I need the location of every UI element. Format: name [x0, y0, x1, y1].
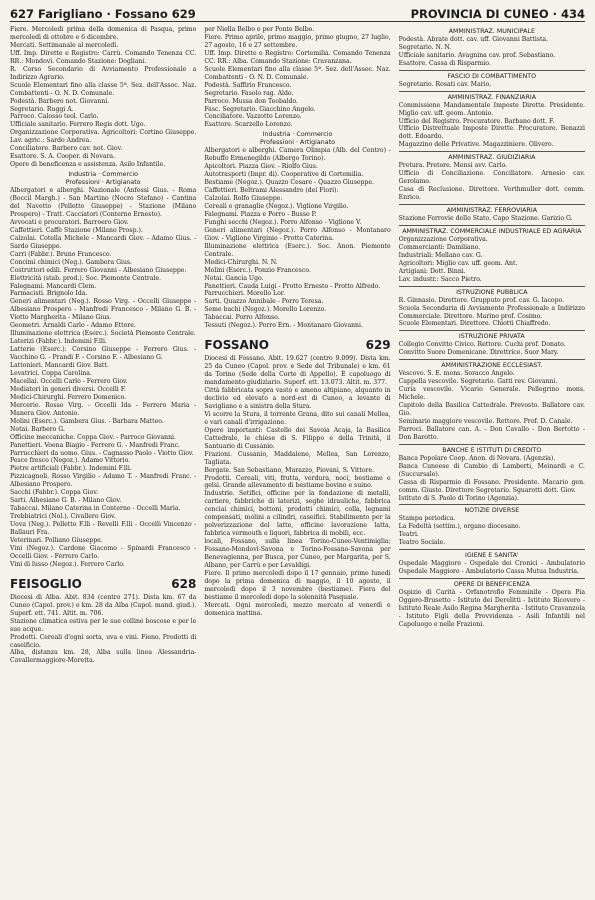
columns [10, 26, 585, 894]
entry: Ufficio di Conciliazione. Conciliatore. Arnesio cav. Gerolamo. [398, 170, 585, 186]
directory-entry: Parrucchieri. Morello Lor. [204, 290, 286, 298]
directory-entry: Generi alimentari (Neg.). Rosso Virg. - Occelli Giuseppe - Albesiano Prospero - Manfredi Francesco - Milano G. B. - Viotto Margherita - Milano Gius. [10, 298, 197, 322]
town-paragraph: Prodotti. Cereali, viti, frutta, verdura, noci, bestiame e gelsi. Grande allevamento di bestiame bovino e suino. [204, 474, 391, 490]
town-paragraph: Alba, distanza km. 28, Alba sulla linea Alessandria-Cavallermaggiore-Moretta. [10, 649, 197, 665]
directory-entry: Bestiame (Negoz.). Quazzo Cesare - Quazzo Giuseppe. [204, 179, 374, 187]
directory-entry: Seme bachi (Negoz.). Morello Lorenzo. [204, 306, 327, 314]
section-heading: AMMINISTRAZ. GIUDIZIARIA [448, 154, 536, 162]
directory-entry: Uova (Neg.). Pelletto F.lli - Revelli F.lli - Occelli Vincenzo - Ballauri Fra. [10, 521, 197, 537]
town-paragraph: Mercati. Ogni mercoledì, mezzo mercato al venerdì e domenica mattina. [204, 601, 391, 617]
directory-entry: Pietre artificiali (Fabbr.). Indemini F.lli. [10, 465, 132, 473]
section-heading: AMMINISTRAZ. FINANZIARIA [447, 93, 537, 101]
entry: Ufficio Distrettuale Imposte Dirette. Procuratore. Benazzi dott. Edoardo. [398, 125, 585, 141]
entry: Banca Cuneese di Cambio di Lamberti, Meinardi e C. (Succursale). [398, 462, 585, 478]
entry: Teatri. [398, 531, 419, 539]
town-paragraph: Stazione climatica estiva per le sue colline boscose e per le sue acque. [10, 617, 197, 633]
entry: Convitto Suore Domenicane. Direttrice. Suor Mary. [398, 349, 559, 357]
directory-entry: Falegnami. Piazza e Porro - Busso P. [204, 210, 317, 218]
entry: Parroco. Calosso teol. Carlo. [10, 113, 99, 121]
town-paragraph: Fiere. Il primo mercoledì dopo il 17 gennaio, primo lunedì dopo la prima domenica di maggio, il 10 agosto, il mercoledì dopo il 3 novembre (bestiame). Fiera del bestiame il mercoledì dopo la solennità Pasquale. [204, 569, 391, 601]
entry: Cassa di Risparmio di Fossano. Presidente. Macario gen. comm. Giusto. Direttore Segretario. Sguarotti dott. Giov. [398, 478, 585, 494]
header-right: PROVINCIA DI CUNEO · 434 [410, 7, 585, 21]
header-left: 627 Farigliano · Fossano 629 [10, 7, 196, 21]
column-1 [10, 26, 196, 894]
divider [399, 225, 585, 226]
town-name: FEISOGLIO [10, 576, 82, 591]
entry: Ufficio del Registro. Procuratore. Barbano dott. F. [398, 117, 555, 125]
directory-entry: Notai. Barbero G. [10, 425, 65, 433]
entry: Esattore. Scarzello Lorenzo. [204, 121, 293, 129]
entry: Seminario maggiore vescovile. Rettore. Prof. D. Canale. [398, 417, 573, 425]
entry: Opere di beneficenza e assistenza. Asilo Infantile. [10, 161, 166, 169]
directory-entry: Albergatori e alberghi. Nazionale (Anfossi Gius. - Roma (Boccil Margh.) - San Martino (Nocro Stefano) - Cantina del Navetto (Pelletto Giuseppe) - Stazione (Milano Prospero) - Tratt. Cacciatori (Conterno Ernesto). [10, 187, 197, 218]
directory-entry: Officine meccaniche. Coppa Giov. - Parroco Giovanni. [10, 433, 176, 441]
entry: R. Ginnasio. Direttore. Grupputo prof. cav. G. Iacopo. [398, 296, 565, 304]
entry: Artigiani: Dott. Binni. [398, 267, 466, 275]
directory-entry: Caffettieri. Caffè Stazione (Milano Prosp.). [10, 226, 143, 234]
directory-entry: Laterizi (Fabbr.). Indemini F.lli. [10, 338, 107, 346]
directory-entry: Veterinari. Polliano Giuseppe. [10, 537, 103, 544]
entry: Segretario. N. N. [398, 43, 452, 51]
divider [399, 504, 585, 505]
entry: Uff. Imp. Dirette e Registro: Carrù. Comando Tenenza CC. RR.: Mondovì. Comando Stazione: Dogliani. [10, 49, 197, 65]
section-heading: Industria · Commercio Professioni · Artigianato [65, 171, 141, 187]
section-heading: IGIENE E SANITA' [465, 552, 519, 560]
entry: Lav. industr.: Sacco Pietro. [398, 275, 482, 283]
directory-entry: Pesce fresco (Negoz.). Adamo Vittorio. [10, 457, 131, 465]
entry: Podestà. Abrate dott. cav. uff. Giovanni Battista. [398, 35, 549, 43]
directory-entry: Cereali e granaglie (Negoz.). Viglione Virgilio. [204, 202, 349, 210]
entry: Parroco. Mussa don Teobaldo. [204, 97, 299, 105]
directory-entry: Concimi chimici (Neg.). Gambera Gius. [10, 258, 133, 266]
entry: Casa di Reclusione. Direttore. Verthmuller dott. comm. Enrico. [398, 186, 585, 202]
directory-entry: Macellai. Occelli Carlo - Ferrero Giov. [10, 377, 128, 385]
directory-entry: Medici-Chirurghi. N. N. [204, 258, 278, 266]
entry: R. Corso Secondario di Avviamento Professionale a Indirizzo Agrario. [10, 65, 197, 81]
entry: Banca Popolare Coop. Anon. di Novara. (Agenzia). [398, 454, 556, 462]
entry: Scuole Elementari. Direttore. Chiotti Chiaffredo. [398, 320, 551, 328]
entry: Scuola Secondaria di Avviamento Professionale a Indirizzo Commerciale. Direttore. Marino prof. Cosimo. [398, 304, 585, 320]
entry: Esattore. Cassa di Risparmio. [398, 59, 491, 67]
directory-entry: Notai. Gancia Ugo. [204, 274, 264, 282]
entry: Uff. Imp. Dirette e Registro: Cortemilia. Comando Tenenza CC. RR.: Alba. Comando Stazione: Cravanzana. [204, 49, 391, 65]
directory-entry: Costruttori edili. Ferrero Giovanni - Albesiano Giuseppe. [10, 266, 187, 274]
town-heading [204, 338, 390, 352]
directory-entry: Lattonieri. Mancardi Giov. Batt. [10, 362, 109, 370]
directory-entry: Avvocati e procuratori. Barroero Giov. [10, 218, 129, 226]
entry: Parroci. Ballatore can. A. - Don Cavallo - Don Bertotto - Don Barotto. [398, 425, 585, 441]
town-number: 628 [171, 576, 197, 591]
entry: Commissione Mandamentale Imposte Dirette. Presidente. Miglio cav. uff. geom. Antonio. [398, 101, 585, 117]
entry: Pretura. Pretore. Mensi avv. Carlo. [398, 162, 508, 170]
directory-entry: Sacchi (Fabbr.). Coppa Giov. [10, 489, 99, 497]
town-name: FOSSANO [204, 338, 270, 353]
directory-entry: Geometri. Arnaldi Carlo - Adamo Ettore. [10, 322, 136, 330]
divider [399, 359, 585, 360]
entry: Organizzazione Corporativa. [398, 235, 488, 243]
town-paragraph: Borgate. San Sebastiano, Murazzo, Piovani, S. Vittore. [204, 466, 375, 474]
entry: per Niella Belbo e per Ponte Belbo. [204, 26, 315, 33]
entry: Podestà. Barbero not. Giovanni. [10, 97, 110, 105]
entry: Agricoltori: Miglio cav. uff. geom. Ant. [398, 259, 518, 267]
entry: Fasc. Segretario. Giacchino Angelo. [204, 105, 316, 113]
directory-entry: Caffettieri. Beltrami Alessandro (dei Fiori). [204, 187, 339, 195]
entry: Commercianti: Damiliano. [398, 243, 481, 251]
entry: Capitolo della Basilica Cattedrale. Prevosto. Ballatore cav. Gio. [398, 402, 585, 417]
entry: Organizzazione Corporativa. Agricoltori: Cortino Giuseppe. Lav. agric.: Sardo Andrea. [10, 129, 197, 145]
town-paragraph: Diocesi di Fossano. Abit. 19.627 (centro 9.099). Dista km. 25 da Cuneo (Capol. prov. e Sede del Tribunale) e km. 61 da Torino (Sede della Corte di Appello). È capoluogo di mandamento giudiziario. Superf. ett. 13.073. Altit. m. 377. [204, 355, 391, 387]
entry: Teatro Sociale. [398, 539, 446, 547]
town-heading [10, 577, 196, 591]
section-heading: OPERE DI BENEFICENZA [453, 581, 530, 589]
section-heading: AMMINISTRAZ. COMMERCIALE INDUSTRIALE ED AGRARIA [402, 227, 582, 235]
directory-entry: Latterie (Eserc.). Corsino Giuseppe - Ferrero Gius. - Vacchino G. - Prandi F. - Corsino F. - Albesiano G. [10, 346, 197, 362]
directory-entry: Parrucchieri da uomo. Gius. - Cagnasso Paolo - Viotto Giov. [10, 449, 194, 457]
directory-entry: Calzolai. Rolfo Giuseppe. [204, 195, 283, 203]
directory-entry: Medici-Chirurghi. Ferrero Domenico. [10, 393, 127, 401]
town-paragraph: Vi scorre la Stura, il torrente Grana, dito sui canali Mellea, e vari canali d'irrigazione. [204, 410, 391, 426]
entry: Podestà. Saffirio Francesco. [204, 81, 292, 89]
section-heading: NOTIZIE DIVERSE [464, 507, 520, 515]
directory-entry: Illuminazione elettrica (Eserc.). Società Piemonte Centrale. [10, 330, 196, 338]
divider [399, 91, 585, 92]
entry: Mercati. Settimanale al mercoledì. [10, 41, 119, 49]
entry: Stampa periodica. [398, 515, 456, 523]
entry: Ospizio di Carità - Orfanotrofio Femminile - Opera Pia Oggero-Brusetto - Istituto dei Derelitti - Istituto Ricovero - Istituto Reale Asilo Regina Margherita - Istituto Cravanzola - Istituto Figli della Provvidenza - Asili Infantili nel Capoluogo e nelle Frazioni. [398, 589, 585, 628]
divider [399, 70, 585, 71]
directory-entry: Tabaccai. Milano Caterina in Conterno - Occelli Maria. [10, 505, 181, 513]
entry: Segretario. Fasolo rag. Aldo. [204, 89, 294, 97]
column-3 [399, 26, 585, 894]
directory-entry: Molini (Eserc.). Gambera Gius. - Barbara Matteo. [10, 417, 164, 425]
entry: La Fedeltà (settim.), organo diocesano. [398, 523, 521, 531]
entry: Industriali: Mellano cav. G. [398, 251, 483, 259]
page-header [10, 4, 585, 22]
divider [399, 330, 585, 331]
entry: Segretario. Rosati cav. Mario. [398, 80, 492, 88]
section-heading: Industria · Commercio Professioni · Artigianato [260, 131, 335, 147]
entry: Conciliatore. Vazzotto Lorenzo. [204, 113, 302, 121]
directory-entry: Mediatori in generi diversi. Occelli F. [10, 385, 126, 393]
entry: Fiere. Primo aprile, primo maggio, primo giugno, 27 luglio, 27 agosto, 16 e 27 settembre. [204, 33, 391, 49]
entry: Ufficiale sanitario. Ferrero Regis dott. Ugo. [10, 121, 146, 129]
section-heading: AMMINISTRAZ. FERROVIARIA [446, 207, 538, 215]
directory-entry: Falegnami. Mancardi Clem. [10, 282, 97, 290]
entry: Collegio Convitto Civico. Rettore. Cuchi prof. Donato. [398, 341, 566, 349]
directory-entry: Vini di lusso (Negoz.). Ferrero Carlo. [10, 560, 125, 568]
directory-entry: Apicoltori. Piazza Giov. - Riolfo Gius. [204, 163, 318, 171]
divider [399, 151, 585, 152]
town-paragraph: Industrie. Setifici, officine per la fondazione di metalli, cartiere, fabbriche di laterizi, seghe idrauliche, fabbrica cenciai chimici, bottoni, prodotti chimici, colla, legnami compensati, molini a cilindri, caseifici. Stabilimento per la polverizzazione del latte, officine lavorazione latta, fabbrica vermouth e liquori, fabbrica di mobili, ecc. [204, 490, 391, 538]
entry: Scuole Elementari fino alla classe 5ª. Sez. dell'Assoc. Naz. Combattenti - O. N. D. Comunale. [10, 81, 197, 97]
directory-entry: Sarti. Albesiano G. B. - Milano Giov. [10, 497, 122, 505]
directory-entry: Panettieri. Cauda Luigi - Protto Ernesto - Protto Alfredo. [204, 282, 381, 290]
directory-entry: Autotrasporti (Impr. di). Cooperative di Cortemilia. [204, 171, 364, 179]
directory-entry: Elettricità (stab. prod.). Soc. Piemonte Centrale. [10, 274, 162, 282]
entry: Istituto di S. Paolo di Torino (Agenzia). [398, 494, 519, 502]
entry: Fiere. Mercoledì prima della domenica di Pasqua, primo mercoledì di ottobre e 6 dicembre. [10, 26, 197, 41]
section-heading: AMMINISTRAZ. MUNICIPALE [448, 28, 535, 35]
entry: Vescovo. S. E. mons. Soracco Angelo. [398, 370, 515, 378]
divider [399, 578, 585, 579]
entry: Ufficiale sanitario. Avagnina cav. prof. Sebastiano. [398, 51, 556, 59]
directory-entry: Tabaccai. Porro Alfonso. [204, 314, 280, 322]
divider [399, 286, 585, 287]
town-paragraph: locali, Fossano, sulla linea Torino-Cuneo-Ventimiglia; Fossano-Mondovì-Savona e Torino-Fossano-Savona per Benevagienna, per Busca, per Cuneo, per Margarita, per S. Albano, per Carrù e per Levaldigi. [204, 538, 391, 569]
town-paragraph: Diocesi di Alba. Abit. 834 (centro 271). Dista km. 67 da Cuneo (Capol. prov.) e km. 28 da Alba (Capol. mand. giud.). Superf. ett. 741. Altit. m. 706. [10, 593, 197, 617]
town-paragraph: Città fabbricata sopra vasto e ameno altipiano, alquanto in declivio ed elevato a nord-est di Cuneo, a levante di Savigliano e a sinistra della Stura. [204, 387, 391, 410]
section-heading: ISTRUZIONE PRIVATA [458, 333, 525, 341]
entry: Scuole Elementari fino alla classe 5ª. Sez. dell'Assoc. Naz. Combattenti - O. N. D. Comunale. [204, 65, 391, 81]
entry: Stazione Ferrovie dello Stato. Capo Stazione. Garizio G. [398, 215, 573, 223]
directory-entry: Vini (Negoz.). Cardone Giacomo - Spinardi Francesco - Occelli Giov. - Ferrero Carlo. [10, 544, 197, 560]
entry: Magazzino delle Privative. Magazziniere. Olivero. [398, 141, 554, 149]
town-paragraph: Opere importanti: Castello dei Savoia Acaja, la Basilica Cattedrale, le chiese di S. Filippo e della Trinità, il Santuario di Cussanio. [204, 426, 391, 450]
entry: Esattore. S. A. Cooper. di Novara. [10, 153, 116, 161]
directory-entry: Calzolai. Cotella Michele - Mancardi Giov. - Adamo Gius. - Sardo Giuseppe. [10, 234, 197, 250]
divider [399, 204, 585, 205]
directory-entry: Funghi secchi (Negoz.). Porro Alfonso - Viglione V. [204, 218, 362, 226]
directory-entry: Molini (Eserc.). Ponzio Francesco. [204, 266, 311, 274]
directory-entry: Levatrici. Coppa Carolina. [10, 369, 92, 377]
town-paragraph: Frazioni. Cussanio, Maddalene, Mellea, San Lorenzo, Tagliata. [204, 450, 391, 466]
column-2 [204, 26, 390, 894]
directory-entry: Mercerie. Rosso Virg. - Occelli Ida - Ferrero Maria - Manera Giov. Antonio. [10, 401, 197, 417]
directory-entry: Albergatori e alberghi. Camera Olimpia (Alb. del Centro) - Rebuffo Ermenegildo (Albergo Torino). [204, 147, 391, 163]
directory-entry: Panettieri. Voena Biagio - Ferrero G. - Manfredi Franc. [10, 441, 180, 449]
directory-entry: Carri (Fabbr.). Bruno Francesco. [10, 250, 112, 258]
section-heading: AMMINISTRAZIONE ECCLESIAST. [441, 362, 543, 370]
directory-entry: Trebbiatrici (Nol.). Civallero Giov. [10, 513, 116, 521]
divider [399, 549, 585, 550]
section-heading: ISTRUZIONE PUBBLICA [456, 288, 528, 296]
town-number: 629 [365, 338, 391, 353]
directory-entry: Generi alimentari (Negoz.). Porro Alfonso - Montanaro Giov. - Viglione Virginio - Protto Caterina. [204, 226, 391, 242]
directory-entry: Sarti. Quazzo Annibale - Porro Teresa. [204, 298, 324, 306]
entry: Ospedale Maggiore - Ospedale dei Cronici - Ambulatorio Ospedale Maggiore - Ambulatorio Cassa Mutua Industria. [398, 560, 585, 576]
section-heading: FASCIO DI COMBATTIMENTO [447, 72, 537, 80]
entry: Cappella vescovile. Segretario. Gatti rev. Giovanni. [398, 378, 558, 386]
directory-entry: Tessuti (Negoz.). Porro Ern. - Montanaro Giovanni. [204, 322, 363, 330]
entry: Curia vescovile. Vicario Generale. Pellegrino mons. Michele. [398, 386, 585, 402]
divider [399, 444, 585, 445]
directory-entry: Pizzicagnoli. Rosso Virgilio - Adamo T. - Manfredi Franc. - Albesiano Prospero. [10, 473, 197, 489]
town-paragraph: Prodotti. Cereali d'ogni sorta, uva e vini. Fieno. Prodotti di caseificio. [10, 633, 197, 649]
directory-entry: Farmacisti. Brignolo Ida. [10, 290, 88, 298]
directory-entry: Illuminazione elettrica (Eserc.). Soc. Anon. Piemonte Centrale. [204, 242, 391, 258]
entry: Segretario. Ruggi A. [10, 105, 74, 113]
section-heading: BANCHE E ISTITUTI DI CREDITO [442, 446, 542, 454]
entry: Conciliatore. Barbero cav. not. Giov. [10, 145, 123, 153]
